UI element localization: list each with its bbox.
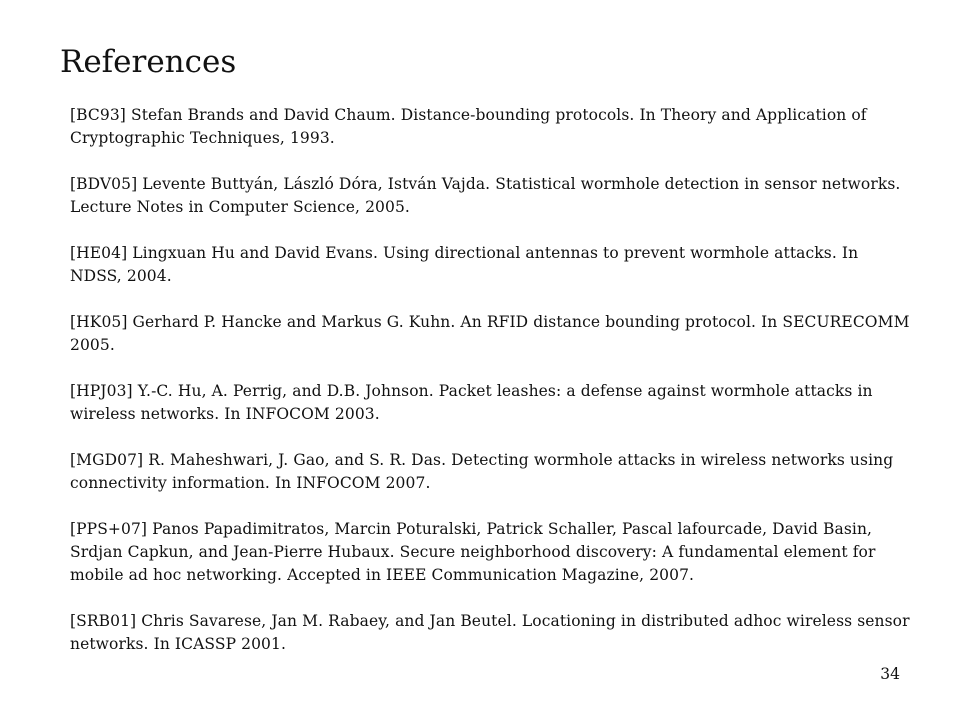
reference-item: [HE04] Lingxuan Hu and David Evans. Using directional antennas to prevent wormhole attacks. In NDSS, 2004.	[70, 244, 859, 285]
reference-item: [MGD07] R. Maheshwari, J. Gao, and S. R. Das. Detecting wormhole attacks in wireless networks using connectivity information. In INFOCOM 2007.	[70, 451, 894, 492]
reference-list	[70, 104, 910, 656]
page-number: 34	[880, 665, 900, 683]
reference-item: [PPS+07] Panos Papadimitratos, Marcin Poturalski, Patrick Schaller, Pascal lafourcade, David Basin, Srdjan Capkun, and Jean-Pierre Hubaux. Secure neighborhood discovery: A fundamental element for mobile ad hoc networking. Accepted in IEEE Communication Magazine, 2007.	[70, 520, 876, 584]
slide-title: References	[60, 44, 237, 80]
reference-item: [BDV05] Levente Buttyán, László Dóra, István Vajda. Statistical wormhole detection in sensor networks. Lecture Notes in Computer Science, 2005.	[70, 175, 901, 216]
reference-item: [HK05] Gerhard P. Hancke and Markus G. Kuhn. An RFID distance bounding protocol. In SECURECOMM 2005.	[70, 313, 910, 354]
reference-item: [SRB01] Chris Savarese, Jan M. Rabaey, and Jan Beutel. Locationing in distributed adhoc wireless sensor networks. In ICASSP 2001.	[70, 612, 910, 653]
reference-item: [BC93] Stefan Brands and David Chaum. Distance-bounding protocols. In Theory and Application of Cryptographic Techniques, 1993.	[70, 106, 867, 147]
reference-item: [HPJ03] Y.-C. Hu, A. Perrig, and D.B. Johnson. Packet leashes: a defense against wormhole attacks in wireless networks. In INFOCOM 2003.	[70, 382, 873, 423]
